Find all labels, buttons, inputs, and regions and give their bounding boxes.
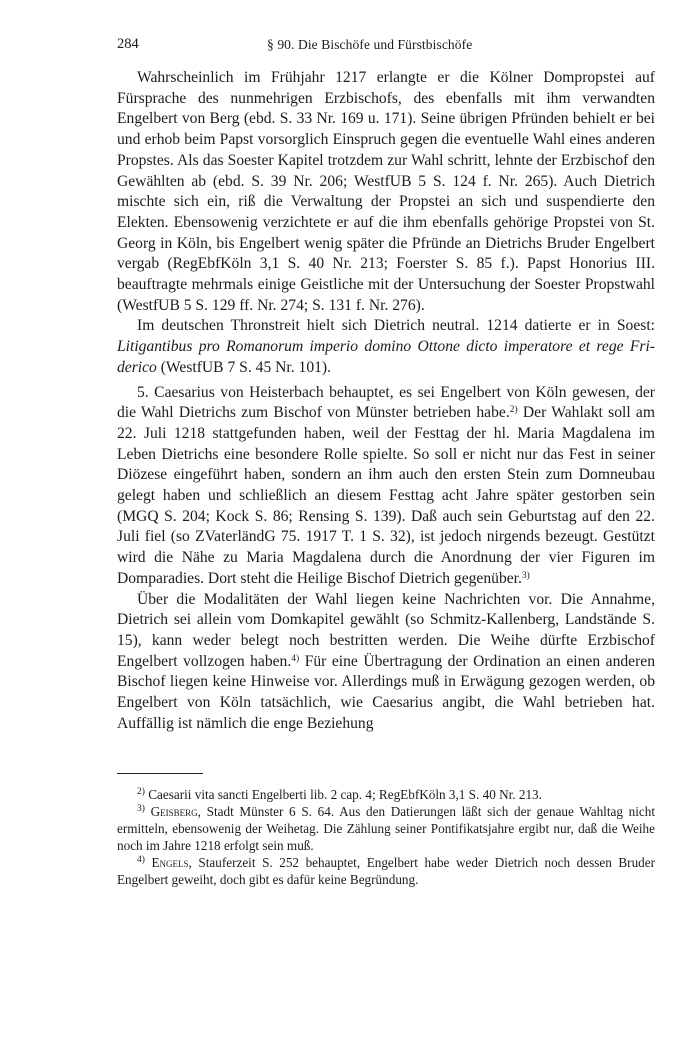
footnote-text: , Stauferzeit S. 252 behauptet, Engelbert habe weder Dietrich noch dessen Bruder Engelbert geweiht, doch gibt es dafür keine Begründung. (117, 854, 655, 887)
footnote-author: Geisberg (150, 803, 198, 819)
paragraph-text: Über die Modalitäten der Wahl liegen keine Nachrichten vor. Die Annahme, Dietrich sei allein vom Domkapitel gewählt (so Schmitz-Kallenberg, Landstände S. 15), kann weder belegt noch bestritten werden. Die Weihe dürfte Erzbischof Engelbert vollzogen haben. (117, 590, 655, 670)
paragraph-text: Der Wahlakt soll am 22. Juli 1218 stattgefunden haben, weil der Festtag der hl. Maria Magdalena im Leben Dietrichs eine besondere Rolle spielte. So soll er nicht nur das Fest in seiner Diözese eingeführt haben, sondern an ihm auch den ersten Stein zum Domneubau gelegt haben und schließlich an diesem Festtag acht Jahre später gestorben sein (MGQ S. 204; Kock S. 86; Rensing S. 139). Daß auch sein Geburtstag auf den 22. Juli fiel (so ZVaterländG 75. 1917 T. 1 S. 32), ist jedoch nirgends bezeugt. Gestützt wird die Nähe zu Maria Magdalena durch die Anordnung der vier Figuren im Domparadies. Dort steht die Heilige Bischof Dietrich gegenüber. (117, 404, 655, 587)
paragraph-wahl (117, 383, 655, 590)
footnote-mark: 2) (137, 786, 145, 797)
footnote-2 (117, 786, 655, 803)
footnote-ref-3[interactable]: 3) (521, 570, 530, 581)
footnote-4 (117, 854, 655, 888)
paragraph-text: Für eine Übertragung der Ordination an einen anderen Bischof liegen keine Hinweise vor. Allerdings muß in Erwägung gezogen werden, ob Engelbert von Köln tatsächlich, wie Caesarius angibt, die Wahl betrieben hat. Auffällig ist nämlich die enge Beziehung (117, 652, 655, 732)
paragraph-modalitaeten (117, 590, 655, 735)
footnote-ref-2[interactable]: 2) (509, 405, 518, 416)
citation-text: (WestfUB 7 S. 45 Nr. 101). (156, 358, 332, 376)
paragraph-thronstreit (117, 316, 655, 378)
footnotes (117, 786, 655, 888)
latin-quote: Litigantibus pro Romanorum imperio domino Ottone dicto imperatore et rege Friderico (117, 338, 655, 376)
page-number: 284 (117, 36, 139, 52)
footnote-ref-4[interactable]: 4) (291, 653, 300, 664)
footnote-text: Caesarii vita sancti Engelberti lib. 2 cap. 4; RegEbfKöln 3,1 S. 40 Nr. 213. (144, 786, 542, 802)
paragraph-dompropstei (117, 68, 655, 316)
footnote-3 (117, 803, 655, 854)
section-title: § 90. Die Bischöfe und Fürstbischöfe (267, 37, 473, 52)
running-head (117, 36, 655, 58)
footnote-author: Engels (151, 854, 189, 870)
paragraph-text: 5. Caesarius von Heisterbach behauptet, es sei Engelbert von Köln gewesen, der die Wahl Dietrichs zum Bischof von Münster betrieben habe. (117, 383, 655, 422)
book-page (117, 36, 655, 888)
footnote-mark: 3) (137, 803, 145, 814)
footnote-mark: 4) (137, 854, 145, 865)
paragraph-text: Wahrscheinlich im Frühjahr 1217 erlangte er die Kölner Dompropstei auf Fürsprache des nunmehrigen Erzbischofs, des ebenfalls mit ihm verwandten Engelbert von Berg (ebd. S. 33 Nr. 169 u. 171). Seine übrigen Pfründen behielt er bei und erhob beim Papst vorsorglich Einspruch gegen die eventuelle Wahl eines anderen Propstes. Als das Soester Kapitel trotzdem zur Wahl schritt, lehnte der Erzbischof den Gewählten ab (ebd. S. 39 Nr. 206; WestfUB 5 S. 124 f. Nr. 265). Auch Dietrich mischte sich ein, riß die Verwaltung der Propstei an sich und suspendierte den Elekten. Ebensowenig verzichtete er auf die ihm ebenfalls gehörige Propstei von St. Georg in Köln, bis Engelbert wenig später die Pfründe an Dietrichs Bruder Engelbert vergab (RegEbfKöln 3,1 S. 40 Nr. 213; Foerster S. 85 f.). Papst Honorius III. beauftragte mehrmals einige Geistliche mit der Untersuchung der Soester Propstwahl (WestfUB 5 S. 129 ff. Nr. 274; S. 131 f. Nr. 276). (117, 69, 655, 314)
paragraph-text: Im deutschen Thronstreit hielt sich Dietrich neutral. 1214 datierte er in Soest: (137, 317, 655, 335)
footnote-divider (117, 773, 203, 774)
footnote-text: , Stadt Münster 6 S. 64. Aus den Datierungen läßt sich der genaue Wahltag nicht ermitteln, ebensowenig der Weihetag. Die Zählung seiner Pontifikatsjahre ergibt nur, daß die Weihe noch im Jahre 1218 erfolgt sein muß. (117, 803, 655, 853)
main-text (117, 68, 655, 735)
